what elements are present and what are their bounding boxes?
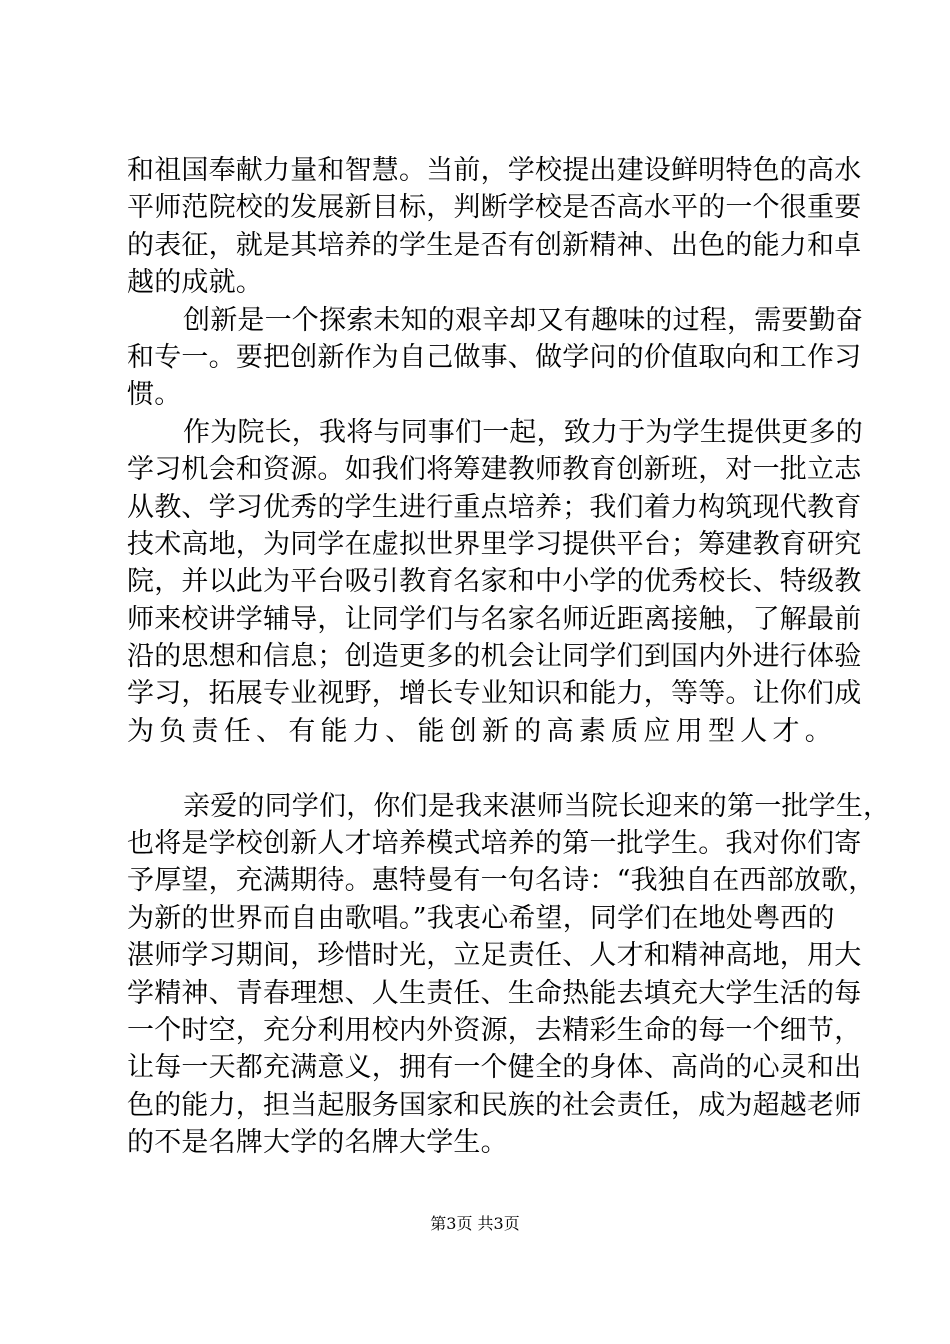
document-body [127,152,891,1162]
text-line: 色的能力，担当起服务国家和民族的社会责任，成为超越老师 [127,1089,862,1121]
text-line: 湛师学习期间，珍惜时光，立足责任、人才和精神高地，用大 [127,940,862,972]
page-number-label: 第3页 共3页 [430,1214,520,1233]
text-line: 和祖国奉献力量和智慧。当前，学校提出建设鲜明特色的高水 [127,155,862,186]
page-footer [0,1213,950,1235]
paragraph [127,302,863,414]
text-line: 从教、学习优秀的学生进行重点培养；我们着力构筑现代教育 [127,491,862,523]
text-line: 学习机会和资源。如我们将筹建教师教育创新班，对一批立志 [127,454,862,486]
text-line: 的表征，就是其培养的学生是否有创新精神、出色的能力和卓 [127,229,862,261]
text-line: 为负责任、有能力、能创新的高素质应用型人才。 [127,715,832,747]
text-line: 一个时空，充分利用校内外资源，去精彩生命的每一个细节， [127,1014,862,1046]
text-line: 平师范院校的发展新目标，判断学校是否高水平的一个很重要 [127,192,862,224]
text-line: 让每一天都充满意义，拥有一个健全的身体、高尚的心灵和出 [127,1052,862,1084]
text-line: 技术高地，为同学在虚拟世界里学习提供平台；筹建教育研究 [127,528,862,560]
text-line: 和专一。要把创新作为自己做事、做学问的价值取向和工作习 [127,341,862,373]
text-line: 作为院长，我将与同事们一起，致力于为学生提供更多的 [183,416,863,448]
paragraph [127,788,891,1162]
text-line: 学精神、青春理想、人生责任、生命热能去填充大学生活的每 [127,977,862,1009]
text-line: 惯。 [127,379,182,411]
text-line: 亲爱的同学们，你们是我来湛师当院长迎来的第一批学生， [183,790,891,822]
text-line: 为新的世界而自由歌唱。”我衷心希望，同学们在地处粤西的 [127,902,835,934]
text-line: 沿的思想和信息；创造更多的机会让同学们到国内外进行体验 [127,641,862,673]
text-line: 院，并以此为平台吸引教育名家和中小学的优秀校长、特级教 [127,566,862,598]
text-line: 予厚望，充满期待。惠特曼有一句名诗：“我独自在西部放歌， [127,865,876,897]
text-line: 创新是一个探索未知的艰辛却又有趣味的过程，需要勤奋 [183,304,863,336]
text-line [127,750,832,787]
text-line: 也将是学校创新人才培养模式培养的第一批学生。我对你们寄 [127,828,862,860]
paragraph [127,152,862,302]
text-line: 学习，拓展专业视野，增长专业知识和能力，等等。让你们成 [127,678,862,710]
text-line: 越的成就。 [127,267,263,299]
text-line: 的不是名牌大学的名牌大学生。 [127,1127,508,1159]
paragraph [127,414,863,788]
text-line: 师来校讲学辅导，让同学们与名家名师近距离接触，了解最前 [127,603,862,635]
